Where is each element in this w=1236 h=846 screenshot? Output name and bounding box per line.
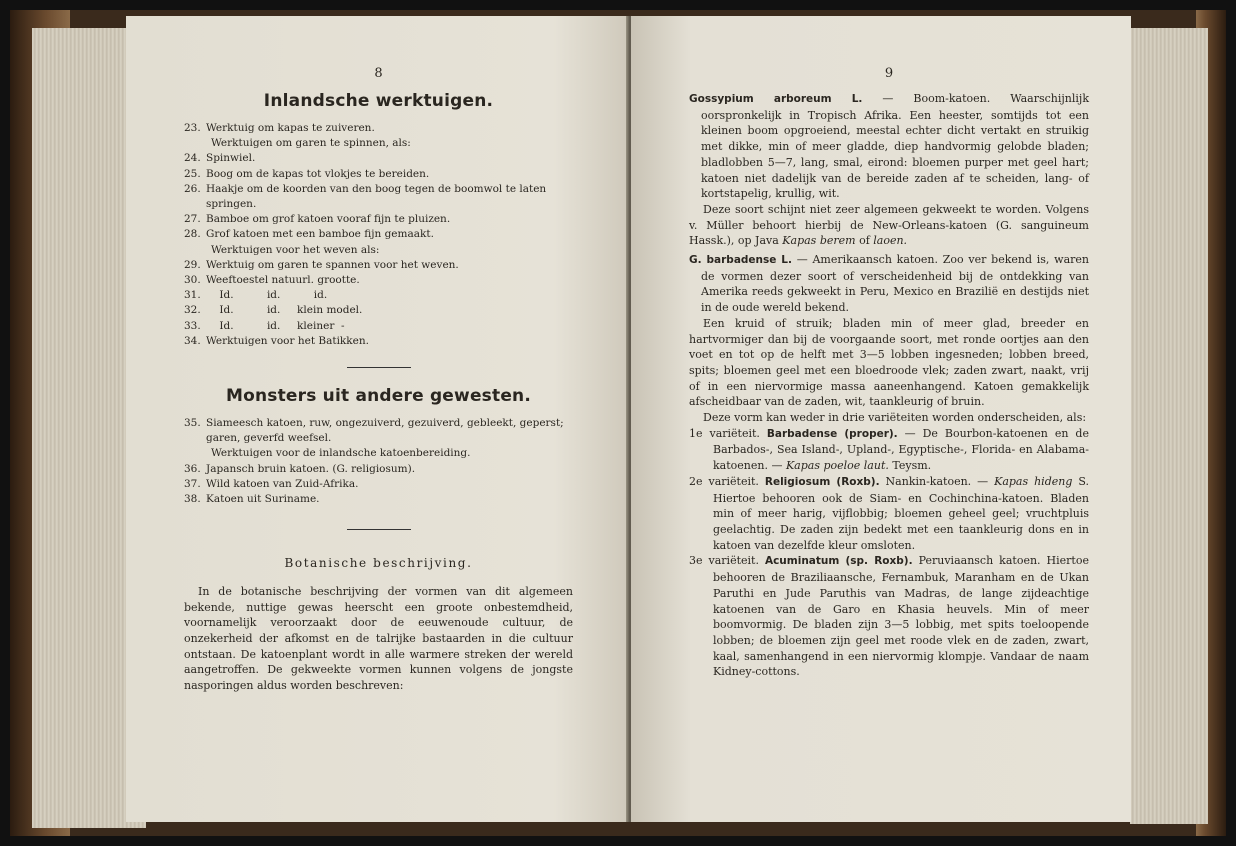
sample-list: [184, 416, 573, 507]
list-item: [184, 446, 573, 461]
variety-name: Religiosum (Roxb).: [764, 475, 880, 488]
subsection-title: Botanische beschrijving.: [284, 556, 473, 571]
text-run: of: [855, 234, 874, 248]
text-run: Deze soort schijnt niet zeer algemeen gekweekt te worden. Volgens v. Müller behoort hierbij de New-Orleans-katoen (G. sanguineum Hassk.), op Java: [689, 202, 1089, 248]
list-item: [184, 492, 573, 507]
variety-name: Acuminatum (sp. Roxb).: [764, 555, 913, 568]
tool-list: [184, 121, 573, 349]
list-subheading: Werktuigen voor de inlandsche katoenbereiding.: [211, 447, 471, 460]
variety-entry: [689, 474, 1089, 554]
text-run: Nankin-katoen. —: [879, 474, 995, 488]
item-text: Haakje om de koorden van den boog tegen de boomwol te laten springen.: [206, 182, 550, 211]
item-number: 29.: [184, 258, 201, 271]
item-number: 33.: [184, 319, 201, 332]
text-run: — De Bourbon-katoenen en de Barbados-, Sea Island-, Upland-, Egyptische-, Florida- en Alabama-katoenen. —: [713, 426, 1089, 473]
text-run: Peruviaansch katoen. Hiertoe behooren de Braziliaansche, Fernambuk, Maranham en de Ukan Paruthi en Jude Paruthis van Madras, de lange zijdeachtige katoenen van de Garo en Khasia heuvels. Min of meer boomvormig. De bladen zijn 3—5 lobbig, met spits toeloopende lobben; de bloemen zijn geel met roode vlek en de zaden, zwart, kaal, samenhangend in een niervormig klompje. Vandaar de naam Kidney-cottons.: [713, 554, 1089, 679]
page-number: 8: [374, 66, 383, 81]
item-text: Katoen uit Suriname.: [206, 493, 320, 506]
item-number: 25.: [184, 167, 201, 180]
italic-term: Kapas poeloe laut.: [785, 459, 889, 473]
body-paragraph: Deze vorm kan weder in drie variëteiten worden onderscheiden, als:: [703, 411, 1087, 425]
item-number: 38.: [184, 493, 201, 506]
variety-label: 3e variëteit.: [689, 554, 765, 568]
variety-name: Barbadense (proper).: [766, 427, 898, 440]
body-paragraph: In de botanische beschrijving der vormen van dit algemeen bekende, nuttige gewas heerscht een groote onbestemdheid, voornamelijk veroorzaakt door de eeuwenoude cultuur, de onzekerheid der afkomst en de talrijke bastaarden in die cultuur ontstaan. De katoenplant wordt in alle warmere streken der wereld aangetroffen. De gekweekte vormen kunnen volgens de jongste nasporingen aldus worden beschreven:: [184, 585, 573, 692]
item-text: Id. id. klein model.: [206, 304, 363, 317]
item-text: Wild katoen van Zuid-Afrika.: [206, 477, 359, 490]
species-text: — Amerikaansch katoen. Zoo ver bekend is, waren de vormen dezer soort of verscheidenheid bij de ontdekking van Amerika reeds gekweekt in Peru, Mexico en Brazilië en destijds niet in de oude wereld bekend.: [701, 253, 1089, 315]
item-text: Siameesch katoen, ruw, ongezuiverd, gezuiverd, gebleekt, geperst; garen, geverfd weefsel.: [206, 417, 568, 445]
item-number: 30.: [184, 274, 201, 287]
divider: [347, 529, 411, 530]
variety-label: 2e variëteit.: [689, 474, 765, 488]
section-heading: Monsters uit andere gewesten.: [225, 386, 532, 407]
item-text: Spinwiel.: [206, 152, 256, 165]
item-number: 34.: [184, 334, 201, 347]
item-number: 28.: [184, 228, 201, 241]
list-item: [184, 243, 573, 258]
item-text: Boog om de kapas tot vlokjes te bereiden.: [206, 167, 430, 180]
divider: [347, 367, 411, 368]
list-item: [184, 182, 573, 212]
item-text: Japansch bruin katoen. (G. religiosum).: [206, 462, 416, 475]
item-text: Id. id. id.: [206, 289, 328, 302]
list-item: [184, 212, 573, 227]
list-item: [184, 303, 573, 318]
list-item: [184, 136, 573, 151]
variety-entry: [689, 426, 1089, 474]
species-name: Gossypium arboreum L.: [689, 93, 863, 105]
species-entry: [689, 91, 1089, 202]
item-text: Werktuigen voor het Batikken.: [206, 334, 369, 347]
list-item: [184, 462, 573, 477]
species-entry: [689, 252, 1089, 316]
list-item: [184, 334, 573, 349]
list-item: [184, 121, 573, 136]
list-subheading: Werktuigen om garen te spinnen, als:: [211, 137, 411, 150]
item-number: 26.: [184, 182, 201, 195]
item-text: Grof katoen met een bamboe fijn gemaakt.: [206, 228, 434, 241]
list-item: [184, 151, 573, 166]
text-run: Teysm.: [888, 459, 932, 473]
section-heading: Inlandsche werktuigen.: [263, 91, 494, 111]
list-item: [184, 273, 573, 288]
page-edges-right: [1130, 28, 1208, 824]
item-text: Werktuig om kapas te zuiveren.: [206, 122, 375, 134]
italic-term: Kapas berem: [782, 234, 856, 248]
right-page: [631, 16, 1131, 822]
body-paragraph: [689, 202, 1089, 249]
left-page: [126, 16, 629, 822]
list-item: [184, 319, 573, 334]
variety-entry: [689, 553, 1089, 680]
italic-term: laoen.: [873, 234, 908, 248]
item-number: 31.: [184, 289, 201, 302]
item-text: Werktuig om garen te spannen voor het weven.: [206, 258, 459, 271]
item-number: 24.: [184, 152, 201, 165]
item-text: Id. id. kleiner -: [206, 319, 345, 332]
body-paragraph: Een kruid of struik; bladen min of meer glad, breeder en hartvormiger dan bij de voorgaande soort, met ronde oortjes aan den voet en tot op de helft met 3—5 lobben ingesneden; lobben breed, spits; bloemen geel met een bloedroode vlek; zaden zwart, naakt, vrij of in een niervormige massa aaneenhangend. Katoen gemakkelijk afscheidbaar van de zaden, wit, taankleurig of bruin.: [689, 316, 1089, 409]
italic-term: Kapas hideng: [994, 474, 1073, 488]
list-item: [184, 288, 573, 303]
list-item: [184, 258, 573, 273]
item-number: 36.: [184, 462, 201, 475]
list-item: [184, 477, 573, 492]
species-name: G. barbadense L.: [689, 254, 792, 267]
item-text: Weeftoestel natuurl. grootte.: [206, 274, 360, 287]
page-number: 9: [884, 66, 894, 81]
item-number: 27.: [184, 213, 201, 226]
list-item: [184, 227, 573, 242]
item-number: 35.: [184, 417, 201, 430]
item-number: 37.: [184, 477, 201, 490]
species-text: — Boom-katoen. Waarschijnlijk oorspronkelijk in Tropisch Afrika. Een heester, somtijds tot een kleinen boom opgroeiend, meestal echter dicht vertakt en struikig met dikke, min of meer gladde, diep handvormig gelobde bladen; bladlobben 5—7, lang, smal, eirond: bloemen purper met geel hart; katoen niet dadelijk van de bereide zaden af te scheiden, lang- of kortstapelig, krullig, wit.: [701, 92, 1089, 201]
item-number: 32.: [184, 304, 201, 317]
list-item: [184, 416, 573, 446]
variety-label: 1e variëteit.: [689, 426, 767, 440]
item-number: 23.: [184, 122, 201, 134]
list-subheading: Werktuigen voor het weven als:: [211, 243, 380, 256]
item-text: Bamboe om grof katoen vooraf fijn te pluizen.: [206, 213, 451, 226]
list-item: [184, 167, 573, 182]
text-run: S. Hiertoe behooren ook de Siam- en Cochinchina-katoen. Bladen min of meer harig, vijflobbig; bloemen geheel geel; vruchtpluis geelachtig. De zaden zijn bedekt met een taankleurig dons en in katoen van dezelfde kleur omsloten.: [713, 474, 1089, 552]
